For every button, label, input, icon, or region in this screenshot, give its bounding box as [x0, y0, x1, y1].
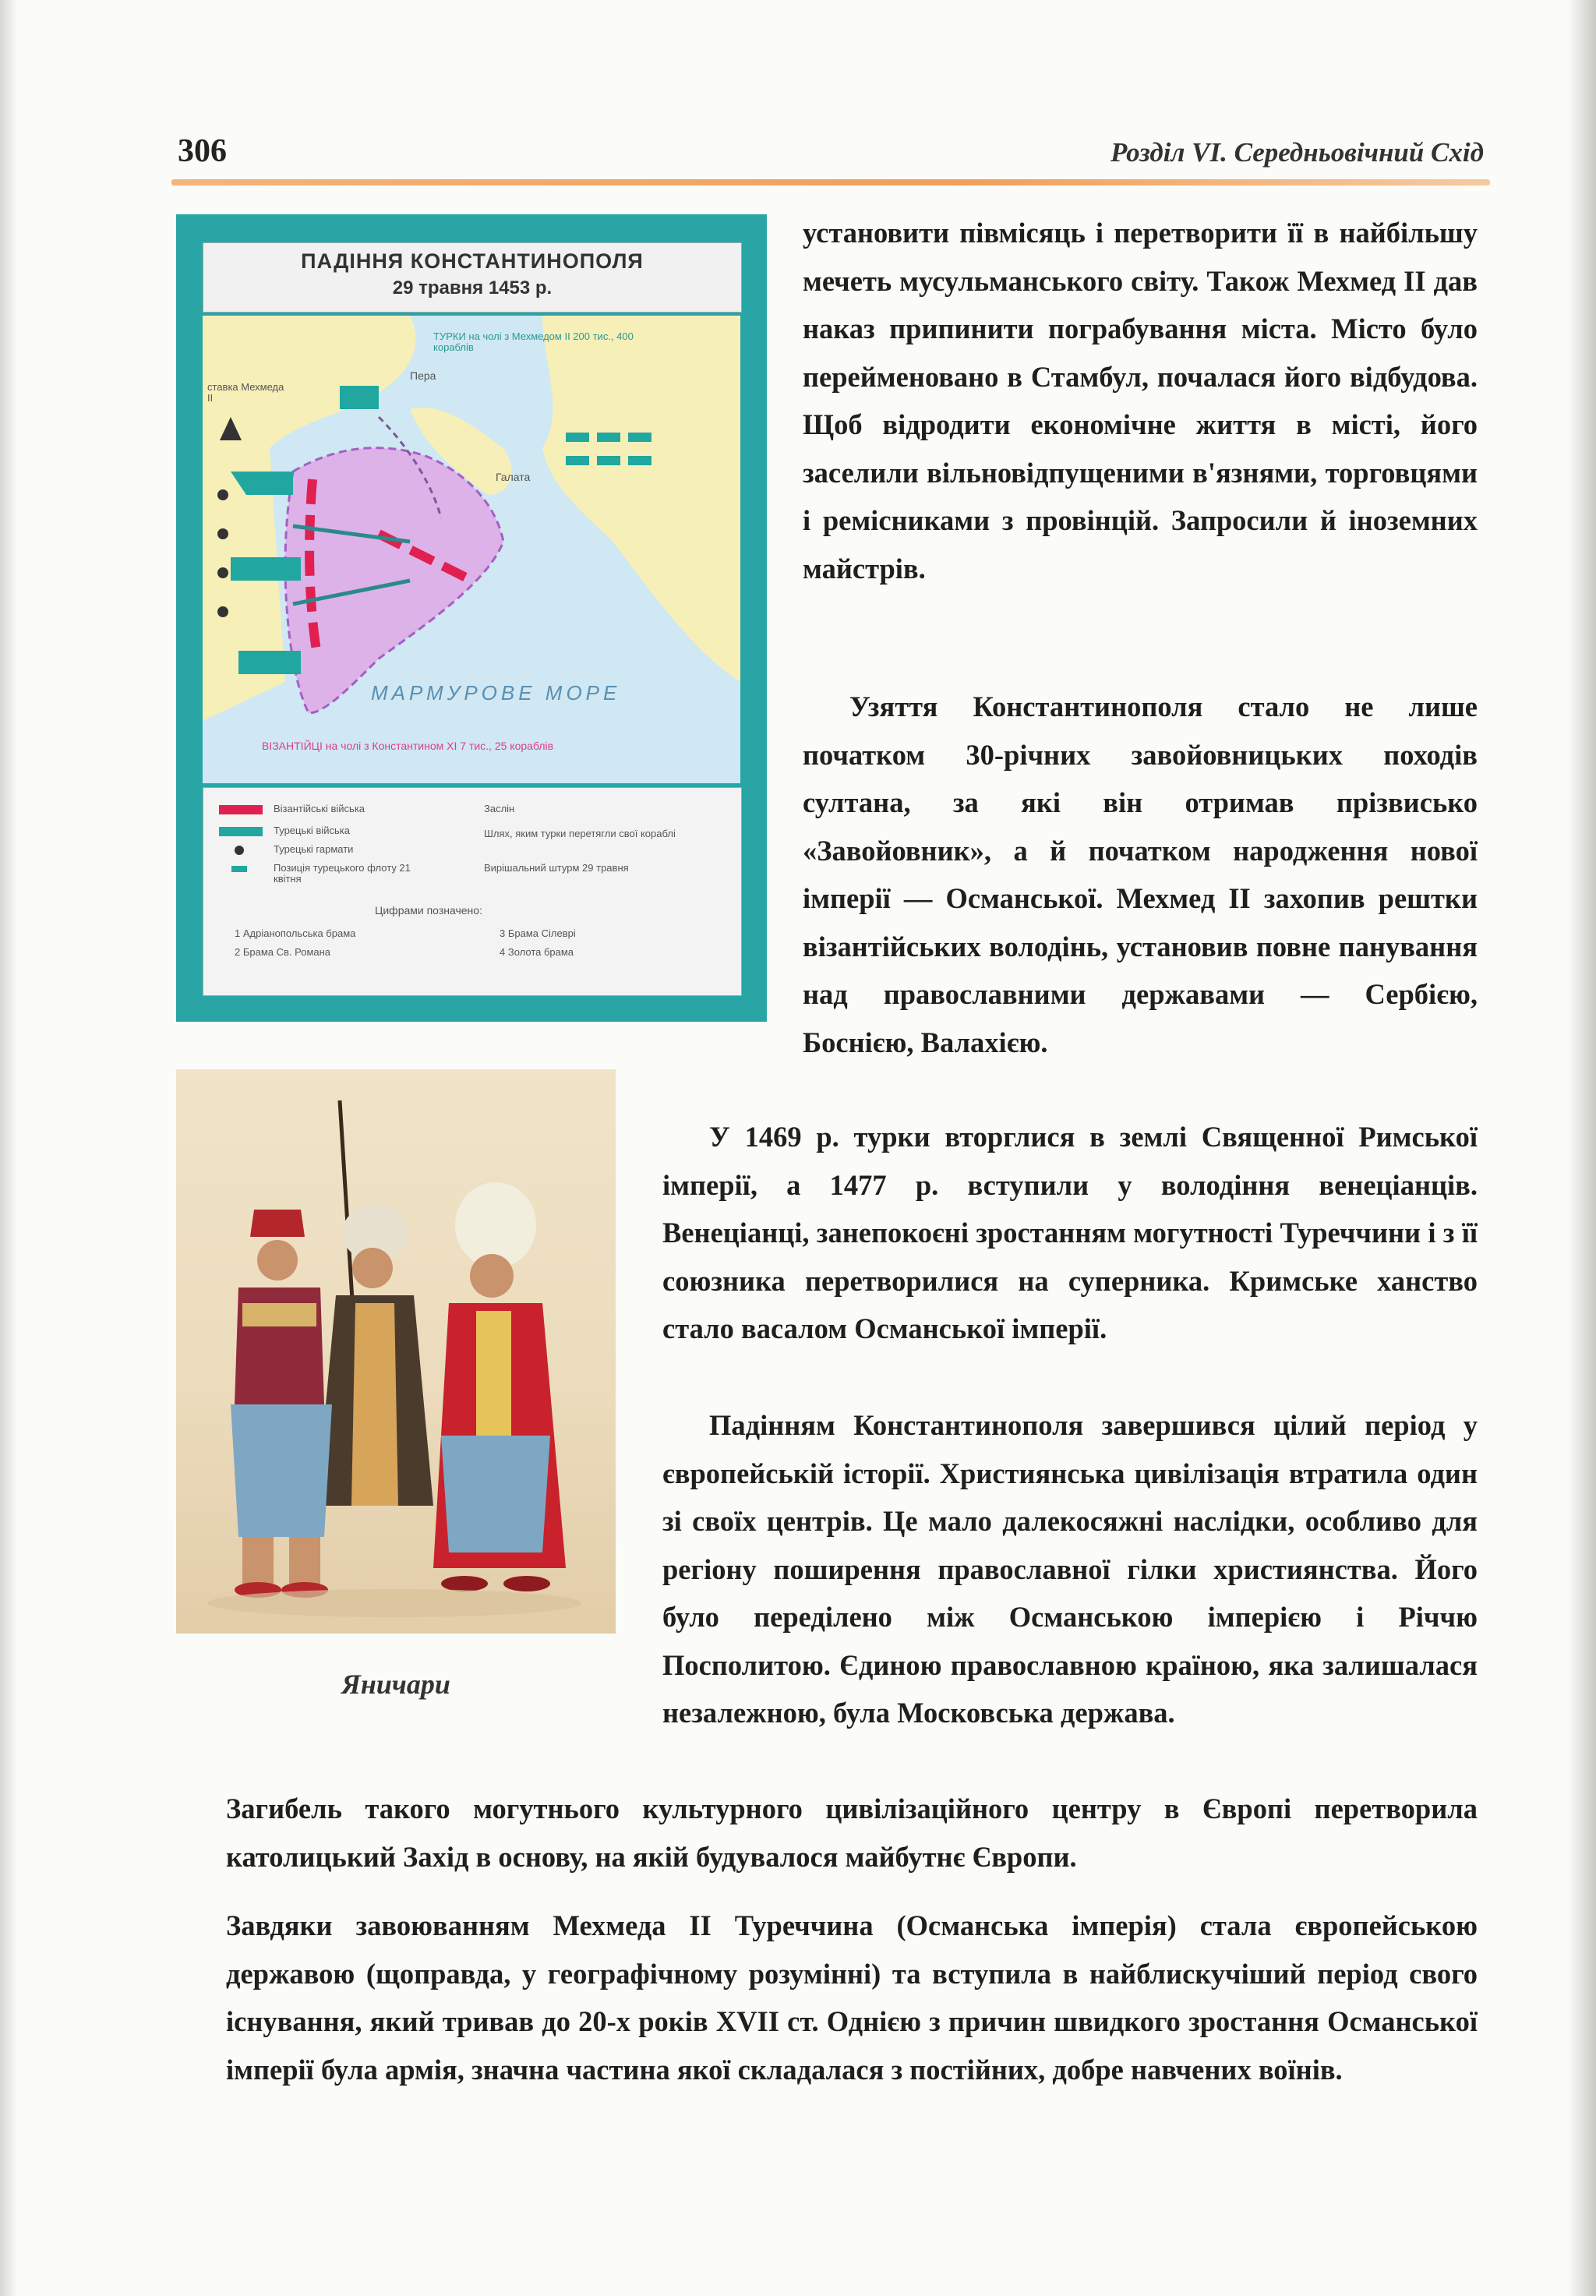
- paragraph-4: [662, 1401, 1478, 1775]
- header-rule: [171, 179, 1490, 185]
- map-label-byzantium: ВІЗАНТІЙЦІ на чолі з Константином XI 7 тис., 25 кораблів: [262, 740, 554, 752]
- paragraph-3-text: У 1469 р. турки вторглися в землі Священної Римської імперії, а 1477 р. вступили у володіння венеціанців. Венеціанці, занепокоєні зростанням могутності Туреччини і з її союзника перетворилися на суперника. Кримське ханство стало васалом Османської імперії.: [662, 1121, 1478, 1344]
- legend-swatch-byzantine: [219, 805, 263, 814]
- map-fall-of-constantinople: [176, 214, 767, 1022]
- paragraph-5: [226, 1785, 1478, 1886]
- section-title: Розділ VI. Середньовічний Схід: [1110, 137, 1484, 168]
- map-title-box: [203, 242, 742, 313]
- paragraph-2: [803, 683, 1478, 1104]
- map-label-galata: Галата: [496, 471, 531, 483]
- paragraph-6: [226, 1902, 1478, 2151]
- paragraph-4-text: Падінням Константинополя завершився цілий період у європейській історії. Християнська цивілізація втратила один зі своїх центрів. Це мало далекосяжні наслідки, особливо для регіону поширення православної гілки християнства. Його було переділено між Османською імперією і Річчю Посполитою. Єдиною православною країною, яка залишалася незалежною, була Московська держава.: [662, 1409, 1478, 1729]
- janissaries-illustration: [176, 1069, 616, 1634]
- page-edge-right: [1568, 0, 1596, 2296]
- map-title: ПАДІННЯ КОНСТАНТИНОПОЛЯ: [301, 249, 644, 273]
- legend-gate-2: 2 Брама Св. Романа: [235, 946, 331, 958]
- legend-gate-1: 1 Адріанопольська брама: [235, 927, 356, 939]
- page-edge-left: [0, 0, 17, 2296]
- legend-turkish-cannons: Турецькі гармати: [274, 843, 354, 855]
- map-label-pera: Пера: [410, 369, 436, 382]
- legend-byzantine-troops: Візантійські війська: [274, 803, 365, 814]
- illustration-caption: Яничари: [341, 1669, 450, 1700]
- map-label-sea: МАРМУРОВЕ МОРЕ: [371, 681, 621, 705]
- map-turkish-troops-3: [238, 651, 301, 674]
- map-legend: [203, 787, 742, 996]
- legend-swatch-cannon: [235, 846, 244, 855]
- map-turkish-troops-2: [231, 557, 301, 581]
- legend-ships-dragged: Шлях, яким турки перетягли свої кораблі: [484, 828, 676, 839]
- legend-turkish-troops: Турецькі війська: [274, 825, 350, 836]
- paragraph-6-text: Завдяки завоюванням Мехмеда II Туреччина (Османська імперія) стала європейською державою (щоправда, у географічному розумінні) та вступила в найблискучіший період свого існування, який тривав до 20-х років XVII ст. Однією з причин швидкого зростання Османської імперії була армія, значна частина якої складалася з постійних, добре навчених воїнів.: [226, 1909, 1478, 2086]
- legend-swatch-fleet: [231, 866, 247, 872]
- legend-swatch-turkish: [219, 827, 263, 836]
- map-label-camp: ставка Мехмеда II: [207, 381, 284, 404]
- paragraph-1: [803, 209, 1478, 676]
- legend-gate-3: 3 Брама Сілеврі: [500, 927, 576, 939]
- page-header: [178, 132, 1484, 176]
- paragraph-5-text: Загибель такого могутнього культурного цивілізаційного центру в Європі перетворила католицький Захід в основу, на якій будувалося майбутнє Європи.: [226, 1793, 1478, 1873]
- legend-chain: Заслін: [484, 803, 515, 814]
- map-date: 29 травня 1453 р.: [392, 277, 553, 298]
- janissaries-figures: [176, 1069, 616, 1634]
- legend-numbers-title: Цифрами позначено:: [375, 904, 482, 917]
- legend-attack: Вирішальний штурм 29 травня: [484, 862, 629, 874]
- legend-turkish-fleet: Позиція турецького флоту 21 квітня: [274, 862, 411, 885]
- paragraph-3: [662, 1113, 1478, 1393]
- legend-gate-4: 4 Золота брама: [500, 946, 574, 958]
- paragraph-1-text: установити півмісяць і перетворити її в найбільшу мечеть мусульманського світу. Також Мехмед II дав наказ припинити пограбування міста. Місто було перейменовано в Стамбул, почалася його відбудова. Щоб відродити економічне життя в місті, його заселили вільновідпущеними в'язнями, торговцями і ремісниками з провінцій. Запросили й іноземних майстрів.: [803, 217, 1478, 585]
- page-number: 306: [178, 133, 227, 169]
- paragraph-2-text: Узяття Константинополя стало не лише початком 30-річних завойовницьких походів султана, за які він отримав прізвисько «Завойовник», а й початком народження нової імперії — Османської. Мехмед II захопив рештки візантійських володінь, установив повне панування над православними державами — Сербією, Боснією, Валахією.: [803, 691, 1478, 1058]
- map-turkish-troops-4: [340, 386, 379, 409]
- map-label-turks: ТУРКИ на чолі з Мехмедом II 200 тис., 400 кораблів: [433, 330, 634, 354]
